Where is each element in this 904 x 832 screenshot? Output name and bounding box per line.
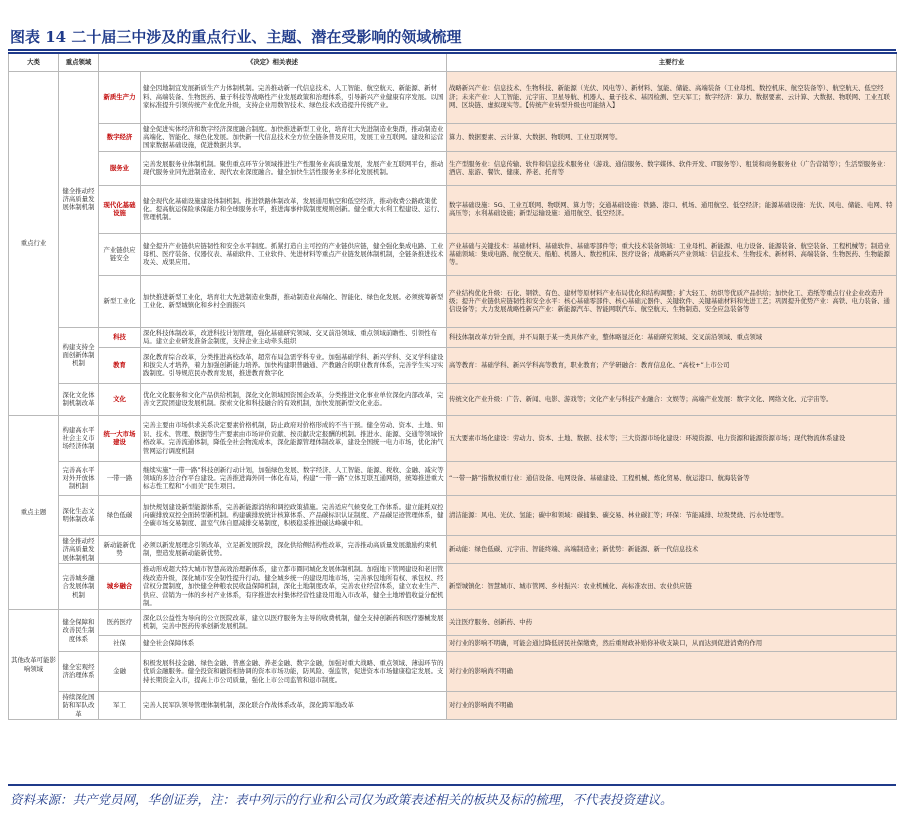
table-row <box>9 535 897 563</box>
table-row <box>9 151 897 185</box>
key-item-cell: 产业链供应链安全 <box>99 233 141 275</box>
decision-text-cell: 健全提升产业链供应链韧性和安全水平制度。抓紧打造自主可控的产业链供应链，健全强化集成电路、工业母机、医疗装备、仪器仪表、基础软件、工业软件、先进材料等重点产业链发展体制机制，全链条推进技术攻关、成果应用。 <box>141 233 447 275</box>
decision-text-cell: 完善主要由市场供求关系决定要素价格机制，防止政府对价格形成的不当干预。健全劳动、资本、土地、知识、技术、管理、数据等生产要素由市场评价贡献、按贡献决定报酬的机制。推进水、能源、交通等领域价格改革。完善流通体制，降低全社会物流成本，深化能源管理体制改革，建设全国统一电力市场，优化油气管网运行调度机制 <box>141 415 447 461</box>
industries-cell: 传统文化产业升级：广告、新闻、电影、游戏等；文化产业与科技产业融合：文娱等；高端产业发展：数字文化、网络文化、元宇宙等。 <box>447 383 897 415</box>
table-header-row <box>9 53 897 71</box>
decision-text-cell: 健全因地制宜发展新质生产力体制机制。完善推动新一代信息技术、人工智能、航空航天、新能源、新材料、高端装备、生物医药、量子科技等战略性产业发展政策和治理体系，引导新兴产业健康有序发展。以国家标准提升引领传统产业优化升级，支持企业用数智技术、绿色技术改造提升传统产业。 <box>141 71 447 123</box>
table-row <box>9 495 897 535</box>
table-row <box>9 185 897 233</box>
industries-cell: 对行业的影响不明确，可能会通过降低居民社保缴费，然后重财政补贴你补收支缺口，从而达到促进消费的作用 <box>447 635 897 651</box>
industries-cell: 新型城镇化：智慧城市、城市管网、乡村振兴：农业机械化、高标准农田、农业供应链 <box>447 563 897 609</box>
area-cell: 完善城乡融合发展体制机制 <box>59 563 99 609</box>
table-row <box>9 461 897 495</box>
table-row <box>9 233 897 275</box>
key-item-cell: 科技 <box>99 327 141 347</box>
decision-text-cell: 完善发展服务业体制机制。聚焦重点环节分领域推进生产性服务业高质量发展，发展产业互联网平台，推动现代服务业同先进制造业、现代农业深度融合。健全加快生活性服务业多样化发展机制。 <box>141 151 447 185</box>
table-row <box>9 347 897 383</box>
decision-text-cell: 健全促进实体经济和数字经济深度融合制度。加快推进新型工业化，培育壮大先进制造业集群，推动制造业高端化、智能化、绿色化发展。加快新一代信息技术全方位全链条普及应用，发展工业互联网。建设和运营国家数据基础设施，促进数据共享。 <box>141 123 447 151</box>
table-row <box>9 635 897 651</box>
industries-cell: 新动能：绿色低碳、元宇宙、智能终端、高端制造业；新优势：新能源、新一代信息技术 <box>447 535 897 563</box>
key-item-cell: 文化 <box>99 383 141 415</box>
industries-cell: 数字基础设施：5G、工业互联网、物联网、算力等；交通基础设施：铁路、港口、机场、通用航空、低空经济；能源基础设施：光伏、风电、储能、电网、特高压等；水利基础设施；新型运输设施：通用航空、低空经济。 <box>447 185 897 233</box>
industries-cell: 产业结构优化升级：石化、钢铁、有色、建材等原材料产业布局优化和结构调整；扩大轻工、纺织等优质产品供给；加快化工、造纸等重点行业企业改造升级；提升产业链供应链韧性和安全水平：核心基础零部件、核心基础元器件、关键软件、关键基础材料和先进工艺；巩固提升优势产业：高铁、电力装备、通信设备等；大力发展战略性新兴产业：新能源汽车、智能网联汽车、航空航天、生物制造、安全应急装备等 <box>447 275 897 327</box>
industries-cell: 清洁能源：风电、光伏、氢能；碳中和领域：碳捕集、碳交易、林业碳汇等；环保：节能减排、垃圾焚烧、污水处理等。 <box>447 495 897 535</box>
decision-text-cell: 深化科技体制改革，改进科技计划管理，强化基础研究领域、交叉前沿领域、重点领域前瞻性、引领性布局。建立企业研发准备金制度，支持企业主动牵头组织 <box>141 327 447 347</box>
area-cell: 持续深化国防和军队改革 <box>59 691 99 719</box>
source-note: 资料来源：共产党员网，华创证券，注：表中列示的行业和公司仅为政策表述相关的板块及标的梳理，不代表投资建议。 <box>10 792 673 807</box>
decision-text-cell: 加快推进新型工业化，培育壮大先进制造业集群，推动制造业高端化、智能化、绿色化发展。必须统筹新型工业化、新型城镇化和乡村全面振兴 <box>141 275 447 327</box>
key-item-cell: 统一大市场建设 <box>99 415 141 461</box>
bottom-rule <box>8 784 896 786</box>
area-cell: 深化生态文明体制改革 <box>59 495 99 535</box>
decision-text-cell: 深化教育综合改革，分类推进高校改革，超常布局急需学科专业。加强基础学科、新兴学科、交叉学科建设和拔尖人才培养，着力加强创新能力培养。加快构建职普融通、产教融合的职业教育体系，完善学生实习实践制度。引导规范民办教育发展，推进教育数字化 <box>141 347 447 383</box>
industries-cell: 五大要素市场化建设：劳动力、资本、土地、数据、技术等；三大资源市场化建设：环境资源、电力资源和能源资源市场；现代物流体系建设 <box>447 415 897 461</box>
header-main-industries: 主要行业 <box>447 53 897 71</box>
decision-text-cell: 继续实施“一带一路”科技创新行动计划，加强绿色发展、数字经济、人工智能、能源、税收、金融、减灾等领域的多边合作平台建设。完善推进海外同一体化布局，构建“一带一路”立体互联互通网络，统筹推进重大标志性工程和“小而美”民生项目。 <box>141 461 447 495</box>
decision-text-cell: 必须以新发展理念引领改革，立足新发展阶段，深化供给侧结构性改革，完善推动高质量发展激励约束机制，塑造发展新动能新优势。 <box>141 535 447 563</box>
header-decision-text: 《决定》相关表述 <box>99 53 447 71</box>
category-cell: 其他改革可能影响领域 <box>9 609 59 719</box>
table-row <box>9 327 897 347</box>
table-row <box>9 415 897 461</box>
policy-table <box>8 52 897 720</box>
area-cell: 深化文化体制机制改革 <box>59 383 99 415</box>
key-item-cell: 新动能新优势 <box>99 535 141 563</box>
table-row <box>9 275 897 327</box>
header-category: 大类 <box>9 53 59 71</box>
area-cell: 健全保障和改善民生制度体系 <box>59 609 99 651</box>
table-row <box>9 383 897 415</box>
title-bar <box>0 0 904 50</box>
key-item-cell: 数字经济 <box>99 123 141 151</box>
industries-cell: 产业基础与关键技术：基础材料、基础软件、基础零部件等；重大技术装备领域：工业母机、新能源、电力设备、能源装备、航空装备、工程机械等；制造业基础领域：集成电路、航空航天、船舶、机器人、数控机床、医疗设备；战略新兴产业领域：信息技术、生物技术、新材料、高端装备、生物医药、生物能源等。 <box>447 233 897 275</box>
industries-cell: 战略新兴产业：信息技术、生物科技、新能源（光伏、风电等）、新材料、氢能、储能、高端装备（工业母机、数控机床、航空装备等）、航空航天、低空经济；未来产业：人工智能、元宇宙、卫星导航、机器人、量子技术、基因检测、空天军工；数字经济：算力、数据要素、云计算、大数据、物联网、工业互联网、区块链、虚拟现实等。【传统产业转型升级也可能纳入】 <box>447 71 897 123</box>
key-item-cell: 军工 <box>99 691 141 719</box>
industries-cell: 高等教育：基础学科、新兴学科高等教育，职业教育；产学研融合：教育信息化、“高校+”上市公司 <box>447 347 897 383</box>
key-item-cell: 社保 <box>99 635 141 651</box>
area-cell: 构建支持全面创新体制机制 <box>59 327 99 383</box>
area-cell: 健全推动经济高质量发展体制机制 <box>59 71 99 327</box>
category-cell: 重点行业 <box>9 71 59 415</box>
page-title: 图表 14 二十届三中涉及的重点行业、主题、潜在受影响的领域梳理 <box>10 28 462 46</box>
key-item-cell: 城乡融合 <box>99 563 141 609</box>
decision-text-cell: 完善人民军队领导管理体制机制，深化联合作战体系改革，深化跨军地改革 <box>141 691 447 719</box>
decision-text-cell: 加快规划建设新型能源体系，完善新能源消纳和调控政策措施。完善适应气候变化工作体系。建立能耗双控向碳排放双控全面转型新机制。构建碳排放统计核算体系、产品碳标识认证制度、产品碳足迹管理体系，健全碳市场交易制度、温室气体自愿减排交易制度，积极稳妥推进碳达峰碳中和。 <box>141 495 447 535</box>
decision-text-cell: 健全社会保障体系 <box>141 635 447 651</box>
table-row <box>9 71 897 123</box>
table-row <box>9 651 897 691</box>
key-item-cell: 新质生产力 <box>99 71 141 123</box>
decision-text-cell: 优化文化服务和文化产品供给机制，深化文化领域国资国企改革，分类推进文化事业单位深化内部改革，完善文艺院团建设发展机制。探索文化和科技融合的有效机制，加快发展新型文化业态。 <box>141 383 447 415</box>
area-cell: 健全推动经济高质量发展体制机制 <box>59 535 99 563</box>
area-cell: 健全宏观经济治理体系 <box>59 651 99 691</box>
area-cell: 构建高水平社会主义市场经济体制 <box>59 415 99 461</box>
decision-text-cell: 深化以公益性为导向的公立医院改革，建立以医疗服务为主导的收费机制，健全支持创新药和医疗器械发展机制，完善中医药传承创新发展机制。 <box>141 609 447 635</box>
industries-cell: “一带一路”指数权重行业：通信设备、电网设备、基础建设、工程机械、炼化贸易、航运港口、航海装备等 <box>447 461 897 495</box>
industries-cell: 算力、数据要素、云计算、大数据、物联网、工业互联网等。 <box>447 123 897 151</box>
industries-cell: 对行业的影响尚不明确 <box>447 651 897 691</box>
key-item-cell: 金融 <box>99 651 141 691</box>
key-item-cell: 现代化基础设施 <box>99 185 141 233</box>
industries-cell: 关注医疗服务、创新药、中药 <box>447 609 897 635</box>
decision-text-cell: 健全现代化基础设施建设体制机制。推进铁路体制改革，发展通用航空和低空经济，推动收费公路政策优化。提高航运保险承保能力和全球服务水平，推进海事仲裁制度规则创新。健全重大水利工程建设、运行、管理机制。 <box>141 185 447 233</box>
industries-cell: 生产型服务业：信息传输、软件和信息技术服务业（游戏、通信服务、数字媒体、软件开发、IT服务等）、租赁和商务服务业（广告营销等）；生活型服务业：酒店、旅游、餐饮、健康、养老、托育等 <box>447 151 897 185</box>
key-item-cell: 医药医疗 <box>99 609 141 635</box>
decision-text-cell: 推动形成超大特大城市智慧高效治理新体系，建立都市圈同城化发展体制机制。加强地下管网建设和老旧管线改造升级，深化城市安全韧性提升行动。健全城乡统一的建设用地市场，完善承包地所有权、承包权、经营权分置制度，加快健全种粮农民收益保障机制，深化土地制度改革，完善农业经营体系，建立农业生产、供应、营销为一体的乡村产业体系，有序推进农村集体经营性建设用地入市改革，健全土地增值收益分配机制。 <box>141 563 447 609</box>
key-item-cell: 教育 <box>99 347 141 383</box>
table-row <box>9 563 897 609</box>
key-item-cell: 新型工业化 <box>99 275 141 327</box>
key-item-cell: 一带一路 <box>99 461 141 495</box>
table-row <box>9 123 897 151</box>
category-cell: 重点主题 <box>9 415 59 609</box>
table-row <box>9 691 897 719</box>
title-rule <box>8 49 896 51</box>
table-row <box>9 609 897 635</box>
table-body <box>9 71 897 720</box>
industries-cell: 对行业的影响尚不明确 <box>447 691 897 719</box>
key-item-cell: 服务业 <box>99 151 141 185</box>
industries-cell: 科技体制改革方针全面，并不局限于某一类具体产业，整体略显泛化：基础研究领域、交叉前沿领域、重点领域 <box>447 327 897 347</box>
key-item-cell: 绿色低碳 <box>99 495 141 535</box>
area-cell: 完善高水平对外开放体制机制 <box>59 461 99 495</box>
decision-text-cell: 积极发展科技金融、绿色金融、普惠金融、养老金融、数字金融，加强对重大战略、重点领域、薄弱环节的优质金融服务。健全投资和融资相协调的资本市场功能，防风险、强监管，促进资本市场健康稳定发展。支持长期资金入市，提高上市公司质量，强化上市公司监管和退市制度。 <box>141 651 447 691</box>
header-key-area: 重点领域 <box>59 53 99 71</box>
